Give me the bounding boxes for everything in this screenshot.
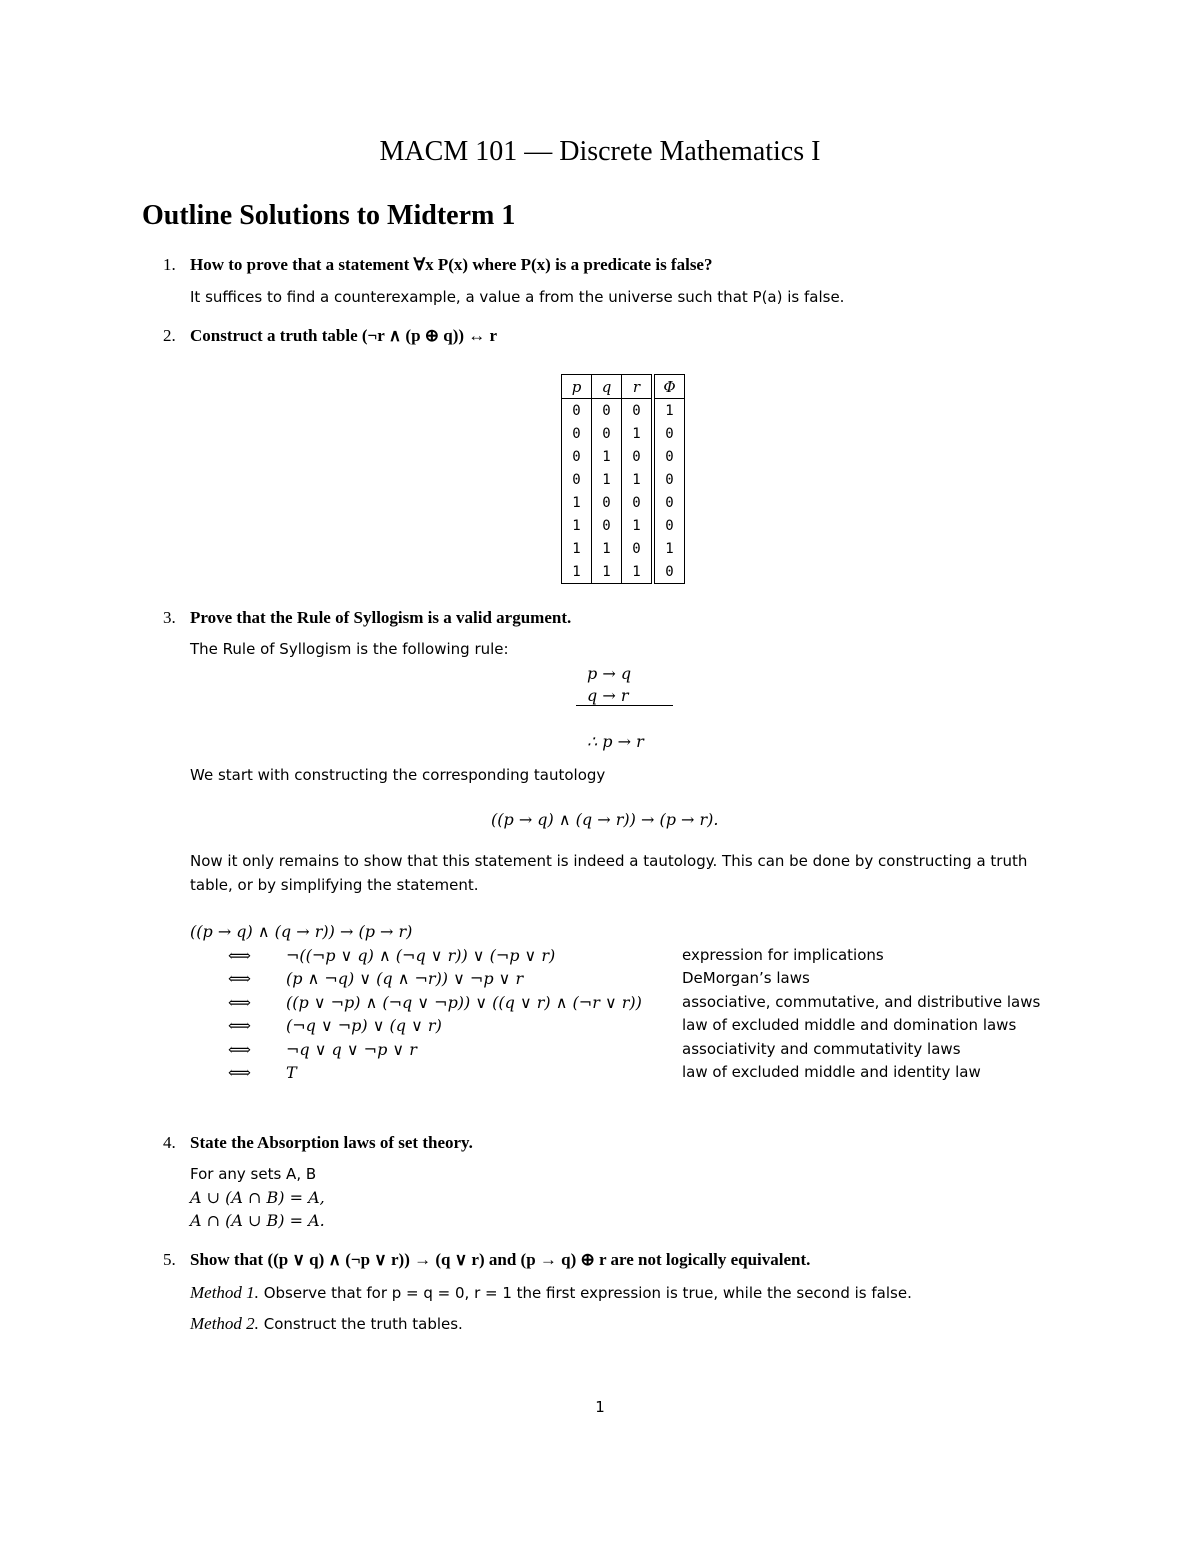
table-row bbox=[562, 537, 685, 560]
q3-intro: The Rule of Syllogism is the following rule: bbox=[190, 640, 509, 658]
q3-start: We start with constructing the corresponding tautology bbox=[190, 766, 606, 784]
table-row bbox=[562, 491, 685, 514]
table-cell: 0 bbox=[572, 425, 581, 442]
argument-rule-line bbox=[576, 705, 673, 706]
table-cell: 1 bbox=[572, 540, 581, 557]
derivation-step: (p ∧ ¬q) ∨ (q ∧ ¬r)) ∨ ¬p ∨ r bbox=[286, 969, 524, 988]
table-cell: 1 bbox=[592, 537, 622, 560]
table-row bbox=[562, 399, 685, 423]
table-cell: 1 bbox=[592, 468, 622, 491]
q5-number: 5. bbox=[163, 1250, 176, 1269]
table-cell: 0 bbox=[653, 560, 685, 584]
table-cell: 1 bbox=[622, 514, 654, 537]
q4-question: State the Absorption laws of set theory. bbox=[190, 1133, 473, 1152]
derivation-reason: law of excluded middle and identity law bbox=[682, 1063, 981, 1081]
table-cell: 0 bbox=[592, 422, 622, 445]
table-row bbox=[562, 445, 685, 468]
header-q: q bbox=[592, 375, 622, 399]
q5-method-2 bbox=[190, 1314, 463, 1334]
method-1-text: Observe that for p = q = 0, r = 1 the first expression is true, while the second is false. bbox=[263, 1284, 912, 1302]
q1-question: How to prove that a statement ∀x P(x) where P(x) is a predicate is false? bbox=[190, 255, 713, 274]
derivation-step: (¬q ∨ ¬p) ∨ (q ∨ r) bbox=[286, 1016, 442, 1035]
table-cell: 1 bbox=[653, 537, 685, 560]
derivation-start: ((p → q) ∧ (q → r)) → (p → r) bbox=[190, 922, 413, 941]
table-cell: 0 bbox=[592, 514, 622, 537]
equiv-symbol: ⟺ bbox=[228, 969, 251, 988]
table-cell: 1 bbox=[592, 445, 622, 468]
table-cell: 1 bbox=[622, 468, 654, 491]
conclusion: ∴ p → r bbox=[587, 732, 644, 751]
equiv-symbol: ⟺ bbox=[228, 993, 251, 1012]
header-p: p bbox=[562, 375, 592, 399]
table-cell: 0 bbox=[653, 468, 685, 491]
table-cell: 0 bbox=[592, 399, 622, 423]
derivation-reason: associativity and commutativity laws bbox=[682, 1040, 961, 1058]
header-r: r bbox=[622, 375, 654, 399]
table-cell: 0 bbox=[622, 445, 654, 468]
q4-line-3: A ∩ (A ∪ B) = A. bbox=[190, 1211, 325, 1230]
derivation-reason: associative, commutative, and distributive laws bbox=[682, 993, 1041, 1011]
truth-table bbox=[561, 374, 685, 584]
q1-number: 1. bbox=[163, 255, 176, 274]
table-cell: 1 bbox=[653, 399, 685, 423]
table-row bbox=[562, 560, 685, 584]
derivation-reason: DeMorgan’s laws bbox=[682, 969, 810, 987]
table-cell: 1 bbox=[592, 560, 622, 584]
q3-remain-line-1: Now it only remains to show that this statement is indeed a tautology. This can be done by constructing a truth bbox=[190, 852, 1028, 870]
tautology: ((p → q) ∧ (q → r)) → (p → r). bbox=[491, 810, 719, 829]
method-2-label: Method 2. bbox=[190, 1314, 259, 1333]
q3-number: 3. bbox=[163, 608, 176, 627]
derivation-step: ((p ∨ ¬p) ∧ (¬q ∨ ¬p)) ∨ ((q ∨ r) ∧ (¬r ∨ r)) bbox=[286, 993, 642, 1012]
table-cell: 0 bbox=[653, 491, 685, 514]
page-number: 1 bbox=[595, 1398, 605, 1416]
table-row bbox=[562, 514, 685, 537]
table-cell: 1 bbox=[572, 494, 581, 511]
equiv-symbol: ⟺ bbox=[228, 1016, 251, 1035]
method-2-text: Construct the truth tables. bbox=[263, 1315, 463, 1333]
q2-number: 2. bbox=[163, 326, 176, 345]
table-cell: 0 bbox=[572, 448, 581, 465]
table-cell: 0 bbox=[653, 514, 685, 537]
table-cell: 0 bbox=[653, 422, 685, 445]
derivation-step: T bbox=[286, 1063, 297, 1082]
table-cell: 1 bbox=[572, 517, 581, 534]
table-cell: 0 bbox=[622, 537, 654, 560]
truth-table-header bbox=[562, 375, 685, 399]
document-title: Outline Solutions to Midterm 1 bbox=[142, 200, 516, 231]
table-row bbox=[562, 422, 685, 445]
table-cell: 1 bbox=[622, 560, 654, 584]
derivation-step: ¬((¬p ∨ q) ∧ (¬q ∨ r)) ∨ (¬p ∨ r) bbox=[286, 946, 556, 965]
course-title: MACM 101 — Discrete Mathematics I bbox=[379, 136, 821, 167]
table-cell: 1 bbox=[622, 422, 654, 445]
table-row bbox=[562, 468, 685, 491]
table-cell: 0 bbox=[653, 445, 685, 468]
q5-question: Show that ((p ∨ q) ∧ (¬p ∨ r)) → (q ∨ r) and (p → q) ⊕ r are not logically equivalent. bbox=[190, 1250, 811, 1269]
table-cell: 0 bbox=[622, 399, 654, 423]
derivation-step: ¬q ∨ q ∨ ¬p ∨ r bbox=[286, 1040, 417, 1059]
premise-2: q → r bbox=[587, 686, 629, 705]
q1-answer: It suffices to find a counterexample, a value a from the universe such that P(a) is false. bbox=[190, 288, 845, 306]
table-cell: 0 bbox=[622, 491, 654, 514]
table-cell: 0 bbox=[592, 491, 622, 514]
q2-question: Construct a truth table (¬r ∧ (p ⊕ q)) ↔ r bbox=[190, 326, 498, 345]
table-cell: 1 bbox=[572, 563, 581, 580]
q3-remain-line-2: table, or by simplifying the statement. bbox=[190, 876, 479, 894]
q4-number: 4. bbox=[163, 1133, 176, 1152]
derivation-reason: law of excluded middle and domination laws bbox=[682, 1016, 1017, 1034]
method-1-label: Method 1. bbox=[190, 1283, 259, 1302]
q3-question: Prove that the Rule of Syllogism is a valid argument. bbox=[190, 608, 572, 627]
q4-line-1: For any sets A, B bbox=[190, 1165, 317, 1183]
q4-line-2: A ∪ (A ∩ B) = A, bbox=[190, 1188, 325, 1207]
equiv-symbol: ⟺ bbox=[228, 1063, 251, 1082]
equiv-symbol: ⟺ bbox=[228, 946, 251, 965]
q5-method-1 bbox=[190, 1283, 912, 1303]
table-cell: 0 bbox=[572, 402, 581, 419]
equiv-symbol: ⟺ bbox=[228, 1040, 251, 1059]
derivation-reason: expression for implications bbox=[682, 946, 884, 964]
premise-1: p → q bbox=[587, 664, 632, 683]
table-cell: 0 bbox=[572, 471, 581, 488]
header-phi: Φ bbox=[653, 375, 685, 399]
